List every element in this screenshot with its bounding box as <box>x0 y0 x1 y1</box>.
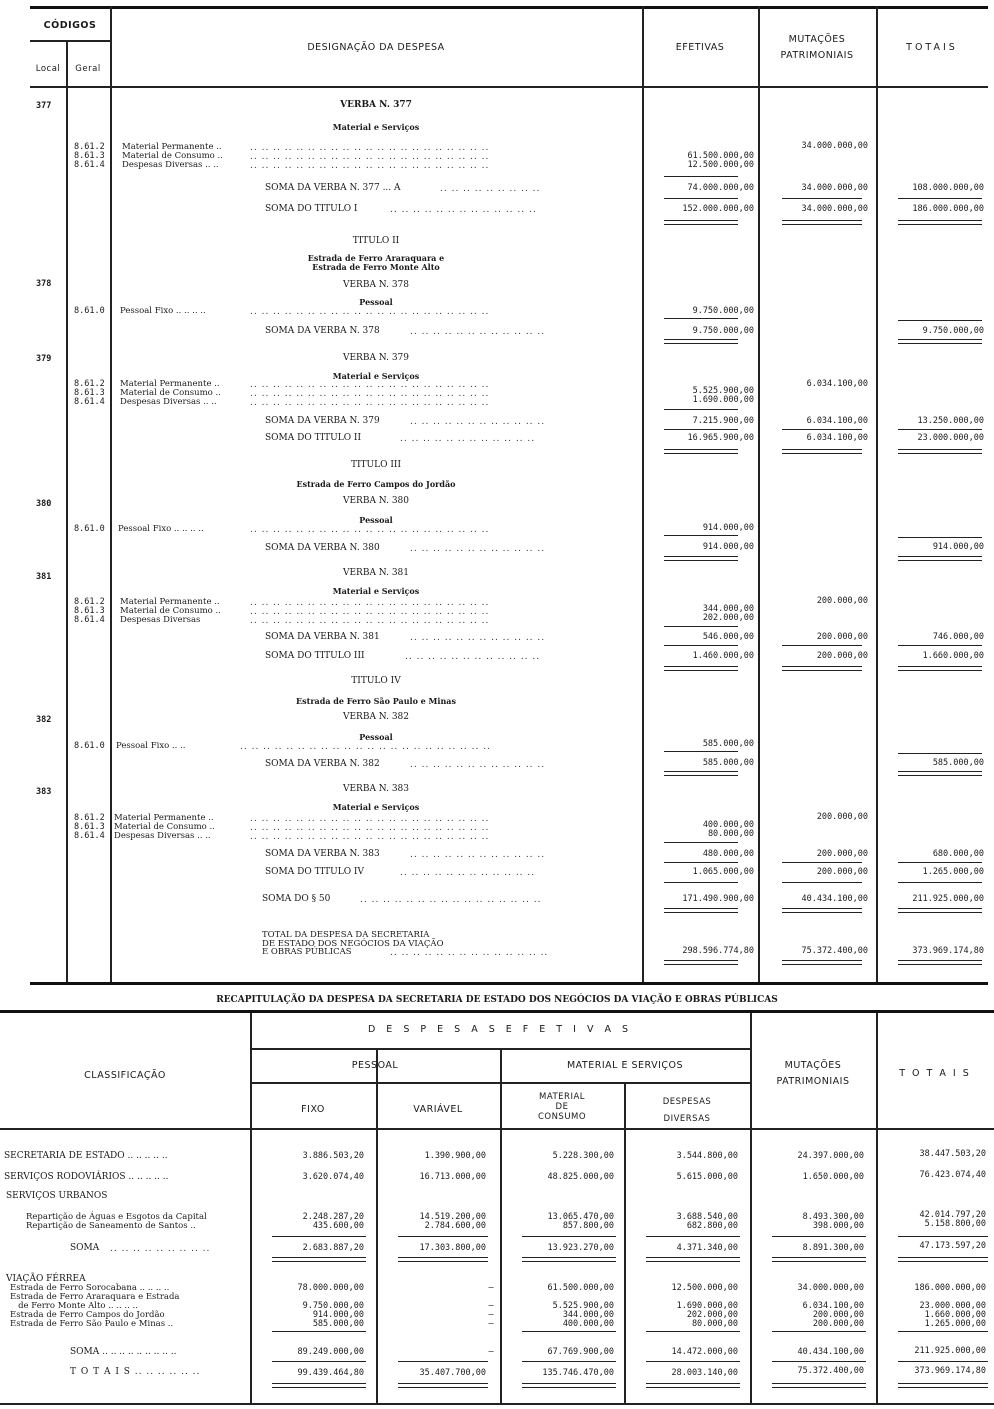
leader-dots: .. .. .. .. .. .. .. .. .. .. .. .. <box>410 417 546 427</box>
sum-rule <box>272 1361 366 1362</box>
soma-label: SOMA DA VERBA N. 377 ... A <box>265 183 401 193</box>
sum-rule <box>664 535 738 536</box>
soma-efetivas: 74.000.000,00 <box>687 183 754 193</box>
sum-rule <box>782 429 862 430</box>
double-rule <box>522 1383 616 1388</box>
double-rule <box>782 220 862 225</box>
sum-rule <box>664 842 738 843</box>
double-rule <box>664 771 738 776</box>
soma-label: SOMA DA VERBA N. 380 <box>265 543 380 553</box>
titulo-totais: 23.000.000,00 <box>917 433 984 443</box>
double-rule <box>782 960 862 965</box>
recap-row-label: SERVIÇOS RODOVIÁRIOS .. .. .. .. .. <box>4 1172 169 1182</box>
double-rule <box>664 960 738 965</box>
double-rule <box>898 960 982 965</box>
recap-soma-label: SOMA <box>70 1243 100 1253</box>
recap-section-label: SERVIÇOS URBANOS <box>6 1191 108 1201</box>
verba-subtitle: Material e Serviços <box>332 586 420 596</box>
sum-rule <box>664 429 738 430</box>
sum-rule <box>664 409 738 410</box>
soma-label: SOMA DA VERBA N. 381 <box>265 632 380 642</box>
leader-dots: .. .. .. .. .. .. .. .. .. .. .. .. .. .. .. .. .. .. .. .. .. .. <box>240 742 491 752</box>
soma-50-mutacoes: 40.434.100,00 <box>801 894 868 904</box>
header-bottom-rule <box>30 86 988 88</box>
efetivas-values: 400.000,00 80.000,00 <box>702 820 754 839</box>
recap-despesas-diversas: DESPESAS DIVERSAS <box>662 1097 712 1124</box>
recap-top-rule <box>0 1010 994 1013</box>
double-rule <box>772 1383 866 1388</box>
double-rule <box>272 1383 366 1388</box>
mutacoes-value: 6.034.100,00 <box>806 379 868 389</box>
titulo-subtitle: Estrada de Ferro Campos do Jordão <box>296 479 456 489</box>
sum-rule <box>898 1361 988 1362</box>
sum-rule <box>898 753 982 754</box>
header-mutacoes: MUTAÇÕES PATRIMONIAIS <box>780 34 854 61</box>
leader-dots: .. .. .. .. .. .. .. .. .. <box>110 1244 211 1254</box>
recap-consumo-value: 5.228.300,00 <box>552 1151 614 1161</box>
verba-title: VERBA N. 380 <box>342 496 410 506</box>
titulo-mutacoes: 200.000,00 <box>816 867 868 877</box>
verba-title: VERBA N. 383 <box>342 784 410 794</box>
sum-rule <box>898 862 982 863</box>
double-rule <box>398 1383 488 1388</box>
local-code: 380 <box>36 499 52 509</box>
titulo-efetivas: 152.000.000,00 <box>682 204 754 214</box>
double-rule <box>772 1257 866 1262</box>
recap-totais-consumo: 135.746.470,00 <box>542 1368 614 1378</box>
soma-50-efetivas: 171.490.900,00 <box>682 894 754 904</box>
recap-variavel-value: 1.390.900,00 <box>424 1151 486 1161</box>
local-code: 381 <box>36 572 52 582</box>
double-rule <box>782 449 862 454</box>
recap-variavel-values: — — — — <box>488 1283 494 1329</box>
recap-soma-mutacoes: 40.434.100,00 <box>797 1347 864 1357</box>
double-rule <box>898 1383 988 1388</box>
titulo-soma-label: SOMA DO TITULO IV <box>265 867 364 877</box>
efetivas-values: 344.000,00 202.000,00 <box>702 604 754 623</box>
soma-efetivas: 480.000,00 <box>702 849 754 859</box>
recap-totais-value: 76.423.074,40 <box>919 1170 986 1180</box>
item-label: Pessoal Fixo .. .. <box>116 741 186 751</box>
recap-sub-labels: Repartição de Águas e Esgotos da Capital Repartição de Saneamento de Santos .. <box>26 1212 207 1231</box>
verba-subtitle: Pessoal <box>359 732 393 742</box>
leader-dots: .. .. .. .. .. .. .. .. .. .. .. .. <box>400 868 536 878</box>
local-code: 382 <box>36 715 52 725</box>
leader-dots: .. .. .. .. .. .. .. .. .. .. .. .. <box>410 760 546 770</box>
recap-soma-consumo: 67.769.900,00 <box>547 1347 614 1357</box>
sum-rule <box>646 1236 740 1237</box>
page-bottom-rule <box>0 1403 994 1405</box>
leader-dots: .. .. .. .. .. .. .. .. .. .. .. .. .. .. .. .. .. .. .. .. .. <box>250 389 490 399</box>
leader-dots: .. .. .. .. .. .. .. .. .. .. .. .. .. .. .. .. .. .. .. .. .. <box>250 307 490 317</box>
titulo-mutacoes: 6.034.100,00 <box>806 433 868 443</box>
soma-totais: 680.000,00 <box>932 849 984 859</box>
double-rule <box>898 449 982 454</box>
recap-sub-rule <box>250 1082 750 1084</box>
sum-rule <box>664 176 738 177</box>
table-bottom-rule <box>30 982 988 985</box>
recap-totais-values: 42.014.797,20 5.158.800,00 <box>919 1210 986 1229</box>
recap-mutacoes-values: 8.493.300,00 398.000,00 <box>802 1212 864 1231</box>
geral-codes: 8.61.2 8.61.3 8.61.4 <box>74 379 105 407</box>
sum-rule <box>898 1236 988 1237</box>
sum-rule <box>272 1236 366 1237</box>
local-code: 383 <box>36 787 52 797</box>
recap-mutacoes-values: 34.000.000,00 6.034.100,00 200.000,00 200.000,00 <box>797 1283 864 1329</box>
recap-soma-variavel: 17.303.800,00 <box>419 1243 486 1253</box>
leader-dots: .. .. .. .. .. .. .. .. .. .. .. .. .. .. .. .. .. .. .. .. .. <box>250 398 490 408</box>
recap-diversas-value: 5.615.000,00 <box>676 1172 738 1182</box>
sum-rule <box>898 320 982 321</box>
double-rule <box>272 1257 366 1262</box>
leader-dots: .. .. .. .. .. .. .. .. .. .. .. .. <box>410 850 546 860</box>
recap-soma-label: SOMA .. .. .. .. .. .. .. .. .. <box>70 1347 177 1357</box>
header-totais: TOTAIS <box>906 42 958 53</box>
recap-totais-mutacoes: 75.372.400,00 <box>797 1366 864 1376</box>
titulo-soma-label: SOMA DO TITULO I <box>265 204 358 214</box>
leader-dots: .. .. .. .. .. .. .. .. .. .. .. .. .. .. .. .. .. .. .. .. .. <box>250 380 490 390</box>
double-rule <box>898 220 982 225</box>
soma-efetivas: 546.000,00 <box>702 632 754 642</box>
sum-rule <box>772 1331 866 1332</box>
leader-dots: .. .. .. .. .. .. .. .. .. .. .. .. .. .. .. .. .. .. .. .. .. <box>250 607 490 617</box>
sum-rule <box>772 1361 866 1362</box>
recap-variavel: VARIÁVEL <box>413 1104 463 1115</box>
geral-codes: 8.61.2 8.61.3 8.61.4 <box>74 142 105 170</box>
sum-rule <box>664 862 738 863</box>
recap-totais-diversas: 28.003.140,00 <box>671 1368 738 1378</box>
soma-label: SOMA DA VERBA N. 382 <box>265 759 380 769</box>
soma-efetivas: 9.750.000,00 <box>692 326 754 336</box>
recap-totais-values: 186.000.000,00 23.000.000,00 1.660.000,00 1.265.000,00 <box>914 1283 986 1329</box>
leader-dots: .. .. .. .. .. .. .. .. .. .. .. .. <box>410 544 546 554</box>
leader-dots: .. .. .. .. .. .. .. .. .. .. .. .. .. .. .. .. .. .. .. .. .. <box>250 832 490 842</box>
total-label: TOTAL DA DESPESA DA SECRETARIA DE ESTADO DOS NEGÓCIOS DA VIAÇÃO E OBRAS PÚBLICAS <box>262 930 444 957</box>
recap-classificacao: CLASSIFICAÇÃO <box>84 1070 166 1081</box>
recap-section-label: VIAÇÃO FÉRREA <box>6 1274 86 1284</box>
efetivas-value: 9.750.000,00 <box>692 306 754 316</box>
double-rule <box>664 220 738 225</box>
double-rule <box>664 908 738 913</box>
recap-totais-fixo: 99.439.464,80 <box>297 1368 364 1378</box>
double-rule <box>898 1257 988 1262</box>
geral-codes: 8.61.2 8.61.3 8.61.4 <box>74 813 105 841</box>
geral-code: 8.61.0 <box>74 741 105 751</box>
titulo-soma-label: SOMA DO TITULO III <box>265 651 365 661</box>
sum-rule <box>398 1361 488 1362</box>
header-designacao: DESIGNAÇÃO DA DESPESA <box>307 42 445 53</box>
total-efetivas: 298.596.774,80 <box>682 946 754 956</box>
soma-mutacoes: 200.000,00 <box>816 632 868 642</box>
leader-dots: .. .. .. .. .. .. .. .. .. .. .. .. .. .. .. .. .. .. .. .. .. <box>250 814 490 824</box>
double-rule <box>664 449 738 454</box>
recap-row-label: SECRETARIA DE ESTADO .. .. .. .. .. <box>4 1151 168 1161</box>
titulo-title: TITULO II <box>352 236 400 246</box>
mutacoes-value: 200.000,00 <box>816 596 868 606</box>
item-label: Pessoal Fixo .. .. .. .. <box>118 524 204 534</box>
geral-code: 8.61.0 <box>74 306 105 316</box>
titulo-mutacoes: 200.000,00 <box>816 651 868 661</box>
sum-rule <box>664 645 738 646</box>
double-rule <box>664 666 738 671</box>
recap-fixo-values: 78.000.000,00 9.750.000,00 914.000,00 585.000,00 <box>297 1283 364 1329</box>
recap-soma-totais: 211.925.000,00 <box>914 1346 986 1356</box>
recap-mutacoes-value: 24.397.000,00 <box>797 1151 864 1161</box>
soma-efetivas: 7.215.900,00 <box>692 416 754 426</box>
sum-rule <box>646 1331 740 1332</box>
sum-rule <box>898 1331 988 1332</box>
leader-dots: .. .. .. .. .. .. .. .. .. .. .. .. .. <box>390 205 537 215</box>
double-rule <box>898 339 982 344</box>
titulo-totais: 1.265.000,00 <box>922 867 984 877</box>
recap-diversas-values: 3.688.540,00 682.800,00 <box>676 1212 738 1231</box>
leader-dots: .. .. .. .. .. .. .. .. .. .. .. .. .. .. .. .. .. .. .. .. .. <box>250 161 490 171</box>
titulo-subtitle: Estrada de Ferro Araraquara e Estrada de Ferro Monte Alto <box>307 253 445 272</box>
recap-soma-mutacoes: 8.891.300,00 <box>802 1243 864 1253</box>
titulo-title: TITULO IV <box>351 676 401 686</box>
titulo-totais: 1.660.000,00 <box>922 651 984 661</box>
sum-rule <box>646 1361 740 1362</box>
recap-soma-variavel: — <box>488 1347 494 1357</box>
double-rule <box>522 1257 616 1262</box>
mutacoes-value: 200.000,00 <box>816 812 868 822</box>
titulo-efetivas: 1.460.000,00 <box>692 651 754 661</box>
recap-totais: T O T A I S <box>899 1068 971 1079</box>
leader-dots: .. .. .. .. .. .. .. .. .. .. .. .. .. .. .. .. .. .. .. .. .. <box>250 598 490 608</box>
recap-fixo-value: 3.886.503,20 <box>302 1151 364 1161</box>
recap-title: RECAPITULAÇÃO DA DESPESA DA SECRETARIA DE ESTADO DOS NEGÓCIOS DA VIAÇÃO E OBRAS PÚBLICAS <box>216 995 778 1005</box>
sum-rule <box>522 1361 616 1362</box>
local-code: 377 <box>36 101 52 111</box>
sum-rule <box>664 882 738 883</box>
double-rule <box>898 771 982 776</box>
recap-totais-label: T O T A I S .. .. .. .. .. .. <box>70 1367 201 1377</box>
total-totais: 373.969.174,80 <box>912 946 984 956</box>
recap-consumo-value: 48.825.000,00 <box>547 1172 614 1182</box>
recap-variavel-values: 14.519.200,00 2.784.600,00 <box>419 1212 486 1231</box>
double-rule <box>664 339 738 344</box>
efetivas-values: 61.500.000,00 12.500.000,00 <box>687 151 754 170</box>
header-efetivas: EFETIVAS <box>675 42 725 53</box>
item-labels: Material Permanente .. Material de Consumo .. Despesas Diversas .. .. <box>114 813 215 841</box>
sum-rule <box>782 862 862 863</box>
leader-dots: .. .. .. .. .. .. .. .. .. .. .. .. <box>400 434 536 444</box>
geral-code: 8.61.0 <box>74 524 105 534</box>
recap-header-bottom <box>0 1128 994 1130</box>
sum-rule <box>898 537 982 538</box>
sum-rule <box>664 626 738 627</box>
sum-rule <box>398 1236 488 1237</box>
double-rule <box>898 556 982 561</box>
verba-subtitle: Material e Serviços <box>332 802 420 812</box>
soma-totais: 914.000,00 <box>932 542 984 552</box>
titulo-efetivas: 1.065.000,00 <box>692 867 754 877</box>
verba-subtitle: Material e Serviços <box>332 122 420 132</box>
item-labels: Material Permanente .. Material de Consumo .. Despesas Diversas .. .. <box>122 142 223 170</box>
efetivas-values: 5.525.900,00 1.690.000,00 <box>692 386 754 405</box>
soma-totais: 13.250.000,00 <box>917 416 984 426</box>
sum-rule <box>664 751 738 752</box>
recap-totais-totais: 373.969.174,80 <box>914 1366 986 1376</box>
col-line-efetivas <box>758 6 760 982</box>
col-line-local <box>66 40 68 982</box>
top-rule <box>30 6 988 9</box>
recap-mutacoes-value: 1.650.000,00 <box>802 1172 864 1182</box>
titulo-soma-label: SOMA DO TITULO II <box>265 433 362 443</box>
recap-soma-fixo: 2.683.887,20 <box>302 1243 364 1253</box>
recap-despesas-efetivas: D E S P E S A S E F E T I V A S <box>367 1024 633 1035</box>
verba-subtitle: Pessoal <box>359 515 393 525</box>
soma-mutacoes: 6.034.100,00 <box>806 416 868 426</box>
recap-fixo-value: 3.620.074,40 <box>302 1172 364 1182</box>
total-mutacoes: 75.372.400,00 <box>801 946 868 956</box>
recap-soma-fixo: 89.249.000,00 <box>297 1347 364 1357</box>
recap-consumo-values: 61.500.000,00 5.525.900,00 344.000,00 400.000,00 <box>547 1283 614 1329</box>
leader-dots: .. .. .. .. .. .. .. .. .. .. .. .. .. .. .. .. .. .. .. .. .. <box>250 525 490 535</box>
item-label: Pessoal Fixo .. .. .. .. <box>120 306 206 316</box>
item-labels: Material Permanente .. Material de Consumo .. Despesas Diversas <box>120 597 221 625</box>
sum-rule <box>522 1236 616 1237</box>
soma-totais: 585.000,00 <box>932 758 984 768</box>
soma-50-totais: 211.925.000,00 <box>912 894 984 904</box>
recap-diversas-values: 12.500.000,00 1.690.000,00 202.000,00 80.000,00 <box>671 1283 738 1329</box>
efetivas-value: 585.000,00 <box>702 739 754 749</box>
leader-dots: .. .. .. .. .. .. .. .. .. .. .. .. .. .. .. .. .. .. .. .. .. <box>250 823 490 833</box>
soma-mutacoes: 200.000,00 <box>816 849 868 859</box>
double-rule <box>398 1257 488 1262</box>
col-line-geral <box>110 6 112 982</box>
titulo-efetivas: 16.965.900,00 <box>687 433 754 443</box>
soma-label: SOMA DA VERBA N. 378 <box>265 326 380 336</box>
soma-efetivas: 585.000,00 <box>702 758 754 768</box>
header-local: Local <box>35 64 61 74</box>
recap-pessoal: PESSOAL <box>351 1060 399 1071</box>
double-rule <box>646 1383 740 1388</box>
titulo-totais: 186.000.000,00 <box>912 204 984 214</box>
sum-rule <box>782 645 862 646</box>
recap-totais-variavel: 35.407.700,00 <box>419 1368 486 1378</box>
leader-dots: .. .. .. .. .. .. .. .. .. .. .. .. .. .. .. .. <box>360 895 542 905</box>
double-rule <box>782 908 862 913</box>
recap-material-servicos: MATERIAL E SERVIÇOS <box>566 1060 684 1071</box>
titulo-subtitle: Estrada de Ferro São Paulo e Minas <box>296 696 456 706</box>
double-rule <box>664 556 738 561</box>
recap-material-consumo: MATERIAL DE CONSUMO <box>537 1092 587 1122</box>
verba-subtitle: Pessoal <box>359 297 393 307</box>
titulo-title: TITULO III <box>350 460 402 470</box>
leader-dots: .. .. .. .. .. .. .. .. .. .. .. .. <box>410 327 546 337</box>
recap-mutacoes: MUTAÇÕES PATRIMONIAIS <box>776 1060 850 1087</box>
leader-dots: .. .. .. .. .. .. .. .. .. .. .. .. <box>405 652 541 662</box>
recap-sub-rule <box>250 1048 750 1050</box>
header-geral: Geral <box>75 64 101 74</box>
codigos-sub-rule <box>30 40 110 42</box>
double-rule <box>782 666 862 671</box>
recap-soma-diversas: 14.472.000,00 <box>671 1347 738 1357</box>
soma-efetivas: 914.000,00 <box>702 542 754 552</box>
mutacoes-value: 34.000.000,00 <box>801 141 868 151</box>
sum-rule <box>898 645 982 646</box>
leader-dots: .. .. .. .. .. .. .. .. .. <box>440 184 541 194</box>
leader-dots: .. .. .. .. .. .. .. .. .. .. .. .. <box>410 633 546 643</box>
verba-title: VERBA N. 381 <box>342 568 410 578</box>
sum-rule <box>772 1236 866 1237</box>
item-labels: Material Permanente .. Material de Consumo .. Despesas Diversas .. .. <box>120 379 221 407</box>
sum-rule <box>782 882 862 883</box>
col-line-mutacoes <box>876 6 878 982</box>
leader-dots: .. .. .. .. .. .. .. .. .. .. .. .. .. .. .. .. .. .. .. .. .. <box>250 143 490 153</box>
soma-totais: 9.750.000,00 <box>922 326 984 336</box>
leader-dots: .. .. .. .. .. .. .. .. .. .. .. .. .. .. .. .. .. .. .. .. .. <box>250 616 490 626</box>
local-code: 378 <box>36 279 52 289</box>
sum-rule <box>898 429 982 430</box>
soma-totais: 746.000,00 <box>932 632 984 642</box>
sum-rule <box>522 1331 616 1332</box>
sum-rule <box>664 318 738 319</box>
verba-title: VERBA N. 378 <box>342 280 410 290</box>
sum-rule <box>664 198 738 199</box>
recap-consumo-values: 13.065.470,00 857.800,00 <box>547 1212 614 1231</box>
recap-soma-consumo: 13.923.270,00 <box>547 1243 614 1253</box>
header-codigos: CÓDIGOS <box>43 20 97 31</box>
local-code: 379 <box>36 354 52 364</box>
recap-variavel-value: 16.713.000,00 <box>419 1172 486 1182</box>
soma-label: SOMA DA VERBA N. 383 <box>265 849 380 859</box>
recap-totais-value: 38.447.503,20 <box>919 1149 986 1159</box>
sum-rule <box>898 198 982 199</box>
geral-codes: 8.61.2 8.61.3 8.61.4 <box>74 597 105 625</box>
leader-dots: .. .. .. .. .. .. .. .. .. .. .. .. .. .. .. .. .. .. .. .. .. <box>250 152 490 162</box>
recap-fixo-values: 2.248.287,20 435.600,00 <box>302 1212 364 1231</box>
recap-sub-labels: Estrada de Ferro Sorocabana .. .. .. .. Estrada de Ferro Araraquara e Estrada de Ferro Monte Alto .. .. .. .. Estrada de Ferro Campos do Jordão Estrada de Ferro São Paulo e Minas .. <box>10 1283 180 1329</box>
sum-rule <box>272 1331 366 1332</box>
verba-subtitle: Material e Serviços <box>332 371 420 381</box>
recap-fixo: FIXO <box>301 1104 325 1115</box>
recap-soma-totais: 47.173.597,20 <box>919 1241 986 1251</box>
sum-rule <box>782 198 862 199</box>
soma-label: SOMA DA VERBA N. 379 <box>265 416 380 426</box>
efetivas-value: 914.000,00 <box>702 523 754 533</box>
leader-dots: .. .. .. .. .. .. .. .. .. .. .. .. .. .. <box>390 948 549 958</box>
soma-mutacoes: 34.000.000,00 <box>801 183 868 193</box>
double-rule <box>646 1257 740 1262</box>
double-rule <box>898 666 982 671</box>
verba-title: VERBA N. 382 <box>342 712 410 722</box>
verba-title: VERBA N. 379 <box>342 353 410 363</box>
recap-soma-diversas: 4.371.340,00 <box>676 1243 738 1253</box>
soma-totais: 108.000.000,00 <box>912 183 984 193</box>
sum-rule <box>898 882 982 883</box>
recap-diversas-value: 3.544.800,00 <box>676 1151 738 1161</box>
double-rule <box>898 908 982 913</box>
titulo-mutacoes: 34.000.000,00 <box>801 204 868 214</box>
verba-title: VERBA N. 377 <box>340 100 412 110</box>
soma-50-label: SOMA DO § 50 <box>262 894 331 904</box>
